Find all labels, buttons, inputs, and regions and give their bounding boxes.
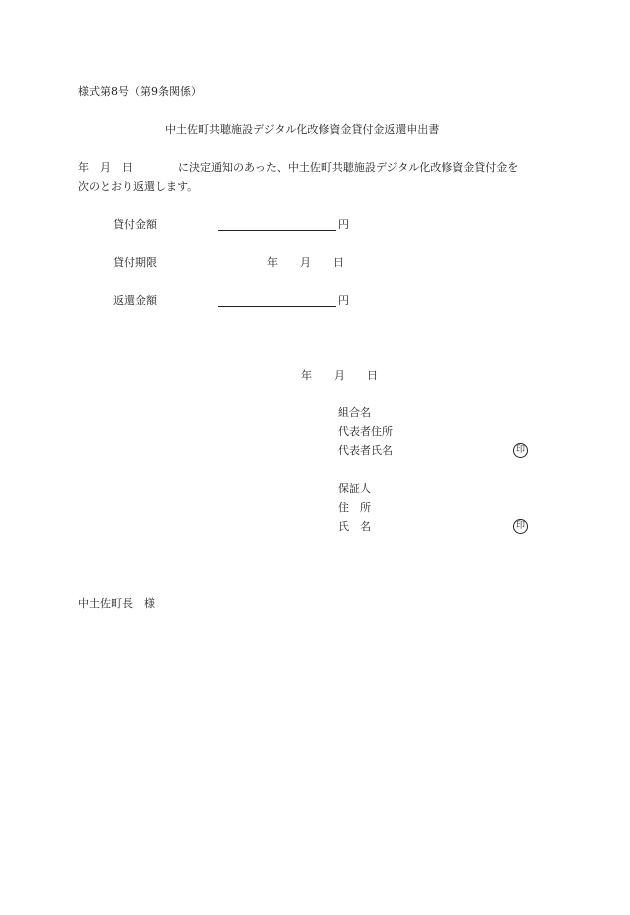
guarantor-address-label: 住 所 — [338, 501, 371, 514]
intro-line-1 — [78, 162, 518, 173]
union-name-label: 組合名 — [338, 406, 371, 419]
intro-line-2: 次のとおり返還します。 — [78, 180, 199, 193]
loan-amount-unit: 円 — [338, 218, 349, 231]
intro-date: 年 月 日 — [78, 161, 133, 174]
submission-date: 年 月 日 — [301, 369, 378, 382]
document-title: 中土佐町共聴施設デジタル化改修資金貸付金返還申出書 — [165, 123, 440, 136]
recipient: 中土佐町長 様 — [78, 597, 155, 610]
guarantor-seal-icon: 印 — [513, 519, 528, 534]
guarantor-name-label: 氏 名 — [338, 520, 371, 533]
rep-name-label: 代表者氏名 — [338, 444, 393, 457]
loan-amount-blank[interactable] — [218, 219, 336, 231]
return-amount-unit: 円 — [338, 294, 349, 307]
rep-address-label: 代表者住所 — [338, 425, 393, 438]
return-amount-label: 返還金額 — [113, 294, 157, 307]
return-amount-blank[interactable] — [218, 295, 336, 307]
intro-text: に決定通知のあった、中土佐町共聴施設デジタル化改修資金貸付金を — [178, 161, 519, 174]
loan-period-date: 年 月 日 — [267, 256, 344, 269]
loan-period-label: 貸付期限 — [113, 256, 157, 269]
applicant-seal-icon: 印 — [513, 443, 528, 458]
guarantor-heading: 保証人 — [338, 482, 371, 495]
loan-amount-label: 貸付金額 — [113, 218, 157, 231]
form-number: 様式第8号（第9条関係） — [78, 85, 202, 98]
